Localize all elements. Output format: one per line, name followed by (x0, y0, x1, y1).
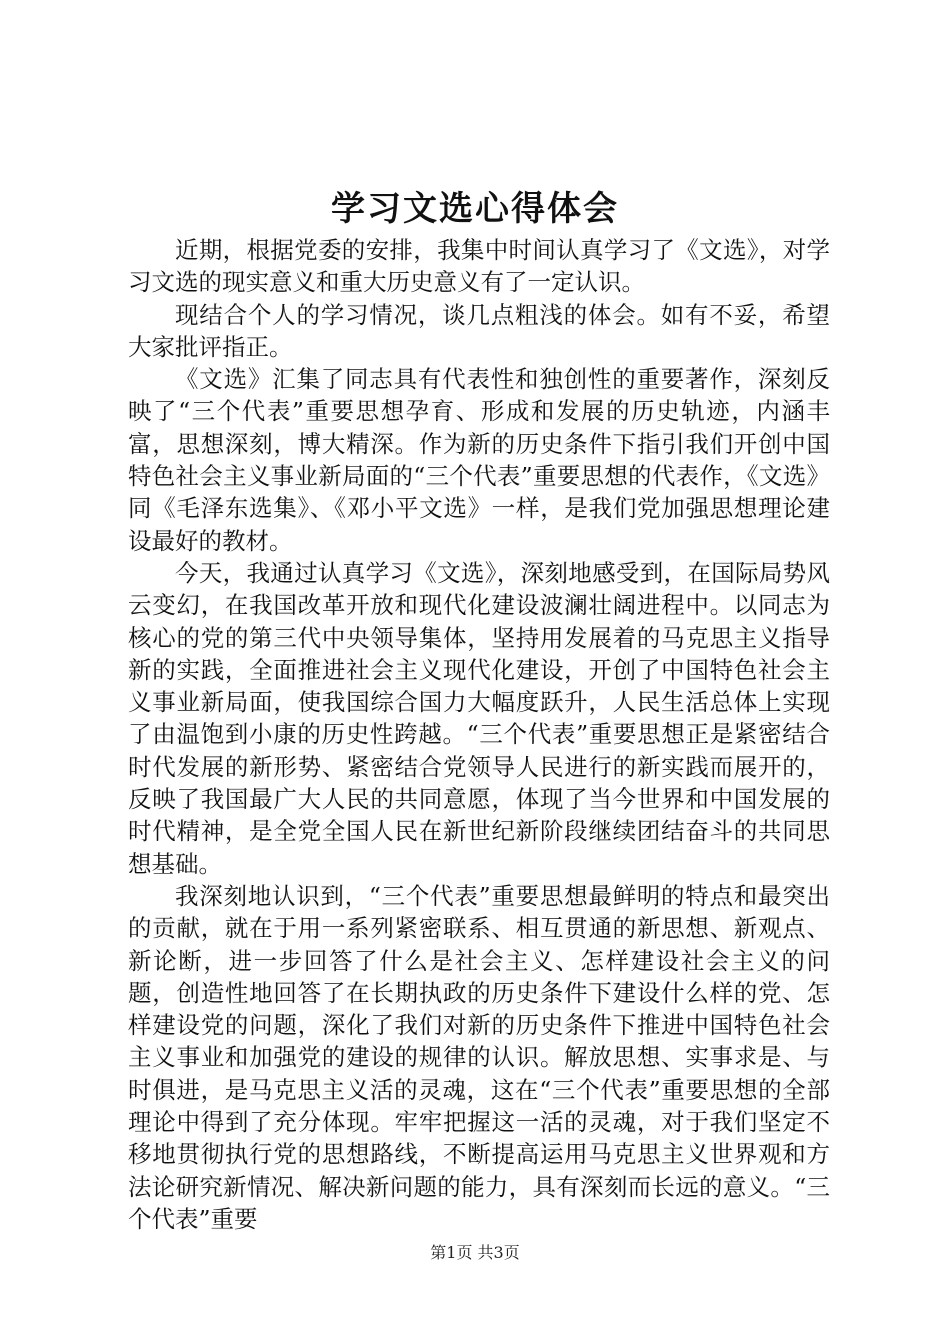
document-title: 学习文选心得体会 (331, 189, 619, 229)
paragraph-4: 今天，我通过认真学习《文选》，深刻地感受到，在国际局势风云变幻，在我国改革开放和现代化建设波澜壮阔进程中。以同志为核心的党的第三代中央领导集体，坚持用发展着的马克思主义指导新的实践，全面推进社会主义现代化建设，开创了中国特色社会主义事业新局面，使我国综合国力大幅度跃升，人民生活总体上实现了由温饱到小康的历史性跨越。“三个代表”重要思想正是紧密结合时代发展的新形势、紧密结合党领导人民进行的新实践而展开的，反映了我国最广大人民的共同意愿，体现了当今世界和中国发展的时代精神，是全党全国人民在新世纪新阶段继续团结奋斗的共同思想基础。 (128, 558, 830, 878)
paragraph-2: 现结合个人的学习情况，谈几点粗浅的体会。如有不妥，希望大家批评指正。 (128, 300, 830, 361)
paragraph-3: 《文选》汇集了同志具有代表性和独创性的重要著作，深刻反映了“三个代表”重要思想孕育、形成和发展的历史轨迹，内涵丰富，思想深刻，博大精深。作为新的历史条件下指引我们开创中国特色社会主义事业新局面的“三个代表”重要思想的代表作，《文选》同《毛泽东选集》、《邓小平文选》一样，是我们党加强思想理论建设最好的教材。 (128, 365, 830, 555)
document-body (128, 234, 830, 1235)
page-number-footer: 第1页 共3页 (430, 1243, 520, 1262)
paragraph-5: 我深刻地认识到，“三个代表”重要思想最鲜明的特点和最突出的贡献，就在于用一系列紧密联系、相互贯通的新思想、新观点、新论断，进一步回答了什么是社会主义、怎样建设社会主义的问题，创造性地回答了在长期执政的历史条件下建设什么样的党、怎样建设党的问题，深化了我们对新的历史条件下推进中国特色社会主义事业和加强党的建设的规律的认识。解放思想、实事求是、与时俱进，是马克思主义活的灵魂，这在“三个代表”重要思想的全部理论中得到了充分体现。牢牢把握这一活的灵魂，对于我们坚定不移地贯彻执行党的思想路线，不断提高运用马克思主义世界观和方法论研究新情况、解决新问题的能力，具有深刻而长远的意义。“三个代表”重要 (128, 881, 830, 1233)
paragraph-1: 近期，根据党委的安排，我集中时间认真学习了《文选》，对学习文选的现实意义和重大历史意义有了一定认识。 (128, 236, 830, 297)
